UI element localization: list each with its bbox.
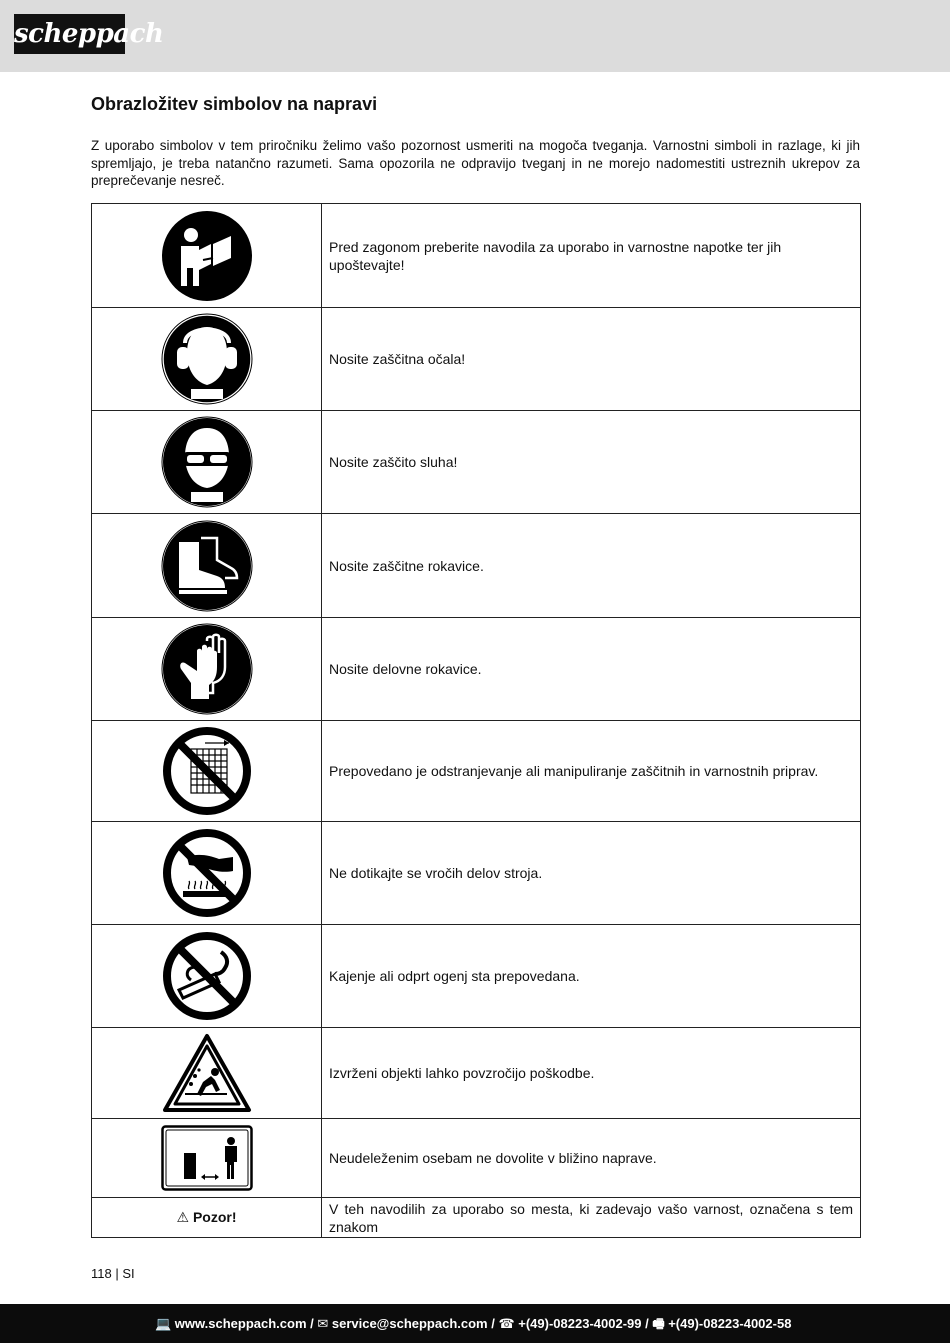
table-row (92, 1028, 861, 1119)
symbol-description: Ne dotikajte se vročih delov stroja. (322, 822, 861, 925)
eye-protection-icon (161, 416, 253, 508)
page-number: 118 | SI (91, 1266, 135, 1281)
keep-distance-icon (161, 1125, 253, 1191)
no-guard-removal-icon (161, 725, 253, 817)
header-bar (0, 0, 950, 72)
symbol-description: Kajenje ali odprt ogenj sta prepovedana. (322, 925, 861, 1028)
no-hot-surface-touch-icon (161, 827, 253, 919)
symbol-description: V teh navodilih za uporabo so mesta, ki zadevajo vašo varnost, označena s tem znakom (322, 1198, 861, 1238)
intro-paragraph: Z uporabo simbolov v tem priročniku želimo vašo pozornost usmeriti na mogoča tveganja. Varnostni simboli in razlage, ki jih spremljajo, je treba natančno razumeti. Sama opozorila ne odpravijo tveganj in ne morejo nadomestiti ustreznih ukrepov za preprečevanje nesreč. (91, 138, 860, 188)
read-manual-icon (161, 210, 253, 302)
ear-protection-icon (161, 313, 253, 405)
symbol-description: Prepovedano je odstranjevanje ali manipuliranje zaščitnih in varnostnih priprav. (322, 721, 861, 822)
no-smoking-icon (161, 930, 253, 1022)
footer-contact: 💻 www.scheppach.com / ✉ service@scheppach.com / ☎ +(49)-08223-4002-99 / 🖷 +(49)-08223-4002-58 (155, 1316, 792, 1331)
thrown-objects-warning-icon (161, 1032, 253, 1114)
table-row (92, 1198, 861, 1238)
table-row (92, 618, 861, 721)
table-row (92, 721, 861, 822)
gloves-icon (161, 623, 253, 715)
symbol-description: Nosite zaščito sluha! (322, 411, 861, 514)
footer-bar (0, 1304, 950, 1343)
table-row (92, 411, 861, 514)
warning-label: ⚠ Pozor! (176, 1208, 237, 1225)
symbol-description: Nosite zaščitne rokavice. (322, 514, 861, 618)
table-row (92, 514, 861, 618)
symbol-description: Izvrženi objekti lahko povzročijo poškodbe. (322, 1028, 861, 1119)
symbol-description: Nosite delovne rokavice. (322, 618, 861, 721)
table-row (92, 925, 861, 1028)
safety-boots-icon (161, 520, 253, 612)
table-row (92, 308, 861, 411)
brand-logo: scheppach (14, 14, 125, 54)
table-row (92, 204, 861, 308)
symbol-description: Pred zagonom preberite navodila za uporabo in varnostne napotke ter jih upoštevajte! (322, 204, 861, 308)
table-row (92, 822, 861, 925)
symbol-description: Nosite zaščitna očala! (322, 308, 861, 411)
page-title: Obrazložitev simbolov na napravi (91, 94, 378, 114)
symbol-description: Neudeleženim osebam ne dovolite v bližino naprave. (322, 1119, 861, 1198)
table-row (92, 1119, 861, 1198)
symbols-table (91, 203, 861, 1238)
